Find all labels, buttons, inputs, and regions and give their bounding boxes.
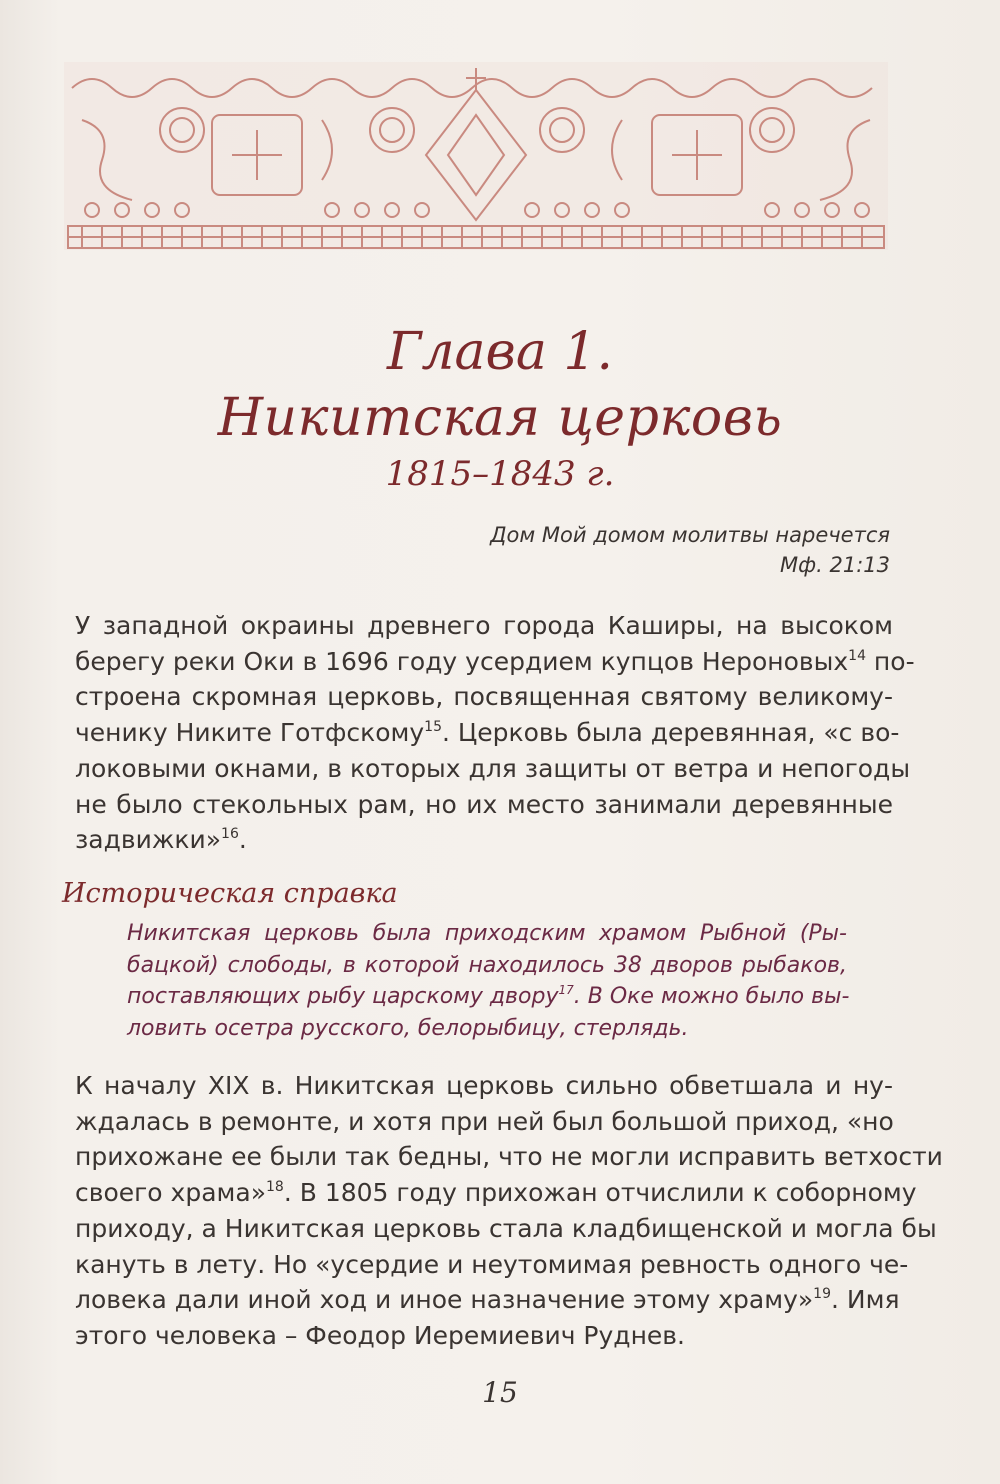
text-line: ловить осетра русского, белорыбицу, стерлядь.	[127, 1015, 689, 1041]
text-line: кануть в лету. Но «усердие и неутомимая ревность одного че-	[75, 1249, 909, 1279]
paragraph-2	[75, 1068, 943, 1354]
text-line: берегу реки Оки в 1696 году усердием купцов Нероновых$^{14}$ по-	[75, 646, 915, 676]
epigraph	[490, 520, 890, 580]
chapter-title-line1: Глава 1.	[387, 322, 613, 382]
text-line: приходу, а Никитская церковь стала кладбищенской и могла бы	[75, 1213, 937, 1243]
decorative-header-ornament	[62, 60, 890, 252]
footnote-ref: 19	[813, 1286, 831, 1303]
text-line: своего храма»$^{18}$. В 1805 году прихожан отчислили к соборному	[75, 1178, 917, 1208]
epigraph-source: Мф. 21:13	[780, 553, 890, 577]
footnote-ref: 18	[266, 1179, 284, 1196]
footnote-ref: 17	[558, 983, 574, 997]
chapter-dates: 1815–1843 г.	[385, 454, 615, 494]
paragraph-1	[75, 608, 915, 858]
historical-note-body	[127, 918, 850, 1044]
text-line: Никитская церковь была приходским храмом Рыбной (Ры-	[127, 921, 847, 946]
epigraph-quote: Дом Мой домом молитвы наречется	[490, 523, 890, 547]
text-line: не было стекольных рам, но их место занимали деревянные	[75, 789, 893, 819]
text-line: У западной окраины древнего города Каширы, на высоком	[75, 611, 893, 640]
text-line: поставляющих рыбу царскому двору$^{17}$. В Оке можно было вы-	[127, 983, 850, 1009]
text-line: ловека дали иной ход и иное назначение этому храму»$^{19}$. Имя	[75, 1285, 900, 1315]
chapter-title-line2: Никитская церковь	[217, 388, 783, 448]
footnote-ref: 16	[221, 826, 239, 843]
text-line: ченику Никите Готфскому$^{15}$. Церковь была деревянная, «с во-	[75, 718, 900, 748]
text-line: бацкой) слободы, в которой находилось 38 дворов рыбаков,	[127, 952, 847, 978]
text-line: прихожане ее были так бедны, что не могли исправить ветхости	[75, 1142, 943, 1172]
footnote-ref: 15	[424, 719, 442, 736]
text-line: К началу XIX в. Никитская церковь сильно обветшала и ну-	[75, 1071, 893, 1100]
text-line: задвижки»$^{16}$.	[75, 825, 247, 855]
text-line: локовыми окнами, в которых для защиты от ветра и непогоды	[75, 753, 911, 783]
page-number: 15	[482, 1376, 518, 1409]
text-line: этого человека – Феодор Иеремиевич Руднев.	[75, 1320, 685, 1350]
text-line: строена скромная церковь, посвященная святому великому-	[75, 682, 893, 712]
text-line: ждалась в ремонте, и хотя при ней был большой приход, «но	[75, 1106, 894, 1136]
historical-note-title: Историческая справка	[62, 878, 398, 909]
footnote-ref: 14	[848, 647, 866, 664]
